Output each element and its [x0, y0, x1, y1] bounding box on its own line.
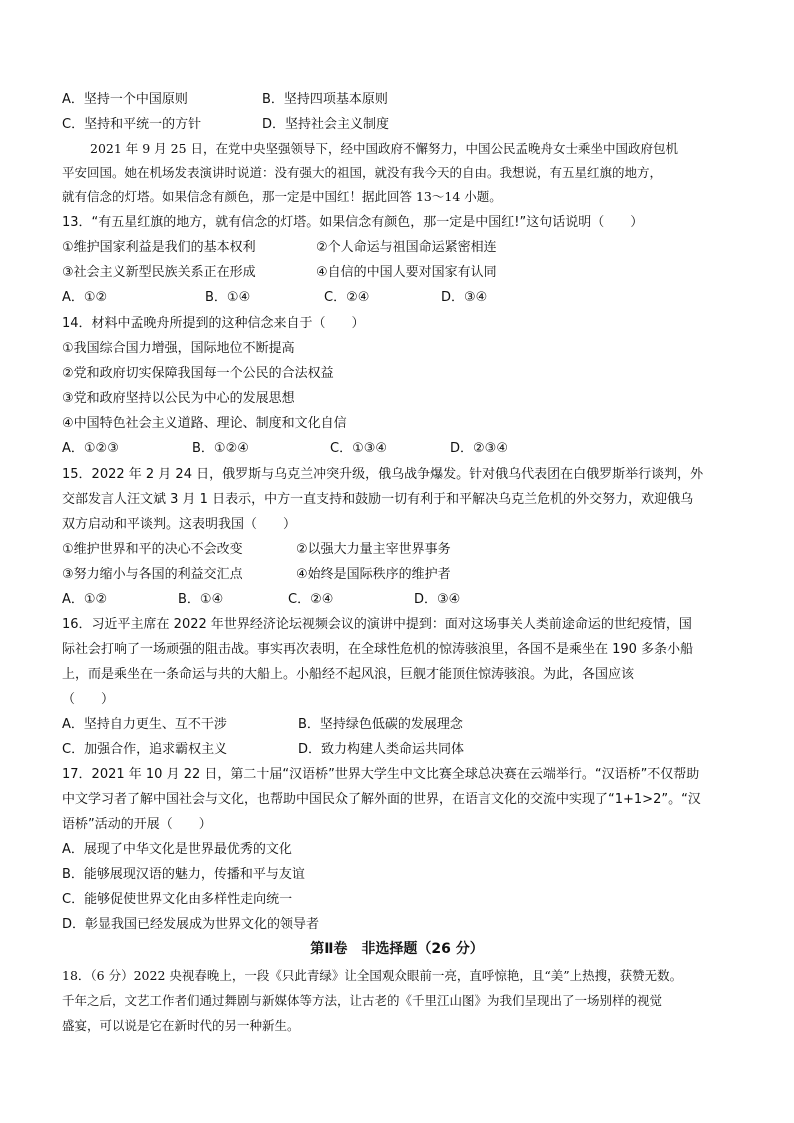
- q15-statement-3: ③努力缩小与各国的利益交汇点: [62, 567, 243, 582]
- q15-option-a: A．①②: [62, 592, 108, 607]
- q18-line: 18．（6 分）2022 央视春晚上，一段《只此青绿》让全国观众眼前一亮，直呼惊艳，且“美”上热搜，获赞无数。: [62, 968, 683, 983]
- q12-option-a: A．坚持一个中国原则: [62, 92, 188, 107]
- q14-stem: 14．材料中孟晚舟所提到的这种信念来自于（ ）: [62, 316, 365, 331]
- q15-stem-line: 交部发言人汪文斌 3 月 1 日表示，中方一直支持和鼓励一切有利于和平解决乌克兰危机的外交努力，欢迎俄乌: [62, 492, 694, 507]
- q18-line: 千年之后，文艺工作者们通过舞剧与新媒体等方法，让古老的《千里江山图》为我们呈现出了一场别样的视觉: [62, 993, 663, 1008]
- q15-option-d: D．③④: [414, 592, 461, 607]
- q13-option-c: C．②④: [324, 290, 370, 305]
- q14-option-a: A．①②③: [62, 441, 119, 456]
- q13-statement-2: ②个人命运与祖国命运紧密相连: [316, 240, 497, 255]
- q16-stem-line: 16．习近平主席在 2022 年世界经济论坛视频会议的演讲中提到：面对这场事关人类前途命运的世纪疫情，国: [62, 617, 692, 632]
- q15-option-c: C．②④: [288, 592, 334, 607]
- q14-option-c: C．①③④: [330, 441, 388, 456]
- q13-option-a: A．①②: [62, 290, 108, 305]
- q12-option-d: D．坚持社会主义制度: [262, 117, 390, 132]
- q15-statement-1: ①维护世界和平的决心不会改变: [62, 542, 243, 557]
- q14-statement-4: ④中国特色社会主义道路、理论、制度和文化自信: [62, 416, 347, 431]
- material-line: 2021 年 9 月 25 日，在党中央坚强领导下，经中国政府不懈努力，中国公民孟晚舟女士乘坐中国政府包机: [90, 141, 679, 156]
- q15-option-b: B．①④: [178, 592, 224, 607]
- q14-statement-2: ②党和政府切实保障我国每一个公民的合法权益: [62, 366, 334, 381]
- section-2-title: 第Ⅱ卷 非选择题（26 分）: [310, 941, 484, 957]
- q13-statement-3: ③社会主义新型民族关系正在形成: [62, 265, 256, 280]
- q16-stem-line: 际社会打响了一场顽强的阻击战。事实再次表明，在全球性危机的惊涛骇浪里，各国不是乘坐在 190 多条小船: [62, 642, 694, 657]
- material-line: 就有信念的灯塔。如果信念有颜色，那一定是中国红！据此回答 13～14 小题。: [62, 189, 502, 204]
- q15-statement-2: ②以强大力量主宰世界事务: [296, 542, 451, 557]
- q14-statement-3: ③党和政府坚持以公民为中心的发展思想: [62, 391, 295, 406]
- q15-statement-4: ④始终是国际秩序的维护者: [296, 567, 451, 582]
- q17-option-d: D．彰显我国已经发展成为世界文化的领导者: [62, 917, 320, 932]
- q13-option-d: D．③④: [441, 290, 488, 305]
- q13-statement-4: ④自信的中国人要对国家有认同: [316, 265, 497, 280]
- q13-option-b: B．①④: [205, 290, 251, 305]
- q17-option-a: A．展现了中华文化是世界最优秀的文化: [62, 842, 292, 857]
- q16-option-c: C．加强合作，追求霸权主义: [62, 742, 228, 757]
- q16-option-a: A．坚持自力更生、互不干涉: [62, 717, 227, 732]
- q16-stem-line: （ ）: [62, 692, 115, 707]
- material-line: 平安回国。她在机场发表演讲时说道：没有强大的祖国，就没有我今天的自由。我想说，有五星红旗的地方，: [62, 165, 663, 180]
- q16-stem-line: 上，而是乘坐在一条命运与共的大船上。小船经不起风浪，巨舰才能顶住惊涛骇浪。为此，各国应该: [62, 667, 635, 682]
- q18-line: 盛宴，可以说是它在新时代的另一种新生。: [62, 1018, 300, 1033]
- q13-stem: 13．“有五星红旗的地方，就有信念的灯塔。如果信念有颜色，那一定是中国红!”这句话说明（ ）: [62, 215, 644, 230]
- q14-option-d: D．②③④: [450, 441, 508, 456]
- q17-stem-line: 中文学习者了解中国社会与文化，也帮助中国民众了解外面的世界，在语言文化的交流中实现了“1+1>2”。“汉: [62, 792, 701, 807]
- q12-option-b: B．坚持四项基本原则: [262, 92, 388, 107]
- q16-option-b: B．坚持绿色低碳的发展理念: [298, 717, 463, 732]
- q17-stem-line: 17．2021 年 10 月 22 日，第二十届“汉语桥”世界大学生中文比赛全球总决赛在云端举行。“汉语桥”不仅帮助: [62, 767, 700, 782]
- q13-statement-1: ①维护国家利益是我们的基本权利: [62, 240, 256, 255]
- q15-stem-line: 15．2022 年 2 月 24 日，俄罗斯与乌克兰冲突升级，俄乌战争爆发。针对俄乌代表团在白俄罗斯举行谈判，外: [62, 467, 704, 482]
- q16-option-d: D．致力构建人类命运共同体: [298, 742, 465, 757]
- q17-option-c: C．能够促使世界文化由多样性走向统一: [62, 892, 293, 907]
- q15-stem-line: 双方启动和平谈判。这表明我国（ ）: [62, 517, 297, 532]
- q14-option-b: B．①②④: [192, 441, 249, 456]
- q17-stem-line: 语桥”活动的开展（ ）: [62, 817, 212, 832]
- q17-option-b: B．能够展现汉语的魅力，传播和平与友谊: [62, 867, 305, 882]
- q12-option-c: C．坚持和平统一的方针: [62, 117, 202, 132]
- q14-statement-1: ①我国综合国力增强，国际地位不断提高: [62, 341, 295, 356]
